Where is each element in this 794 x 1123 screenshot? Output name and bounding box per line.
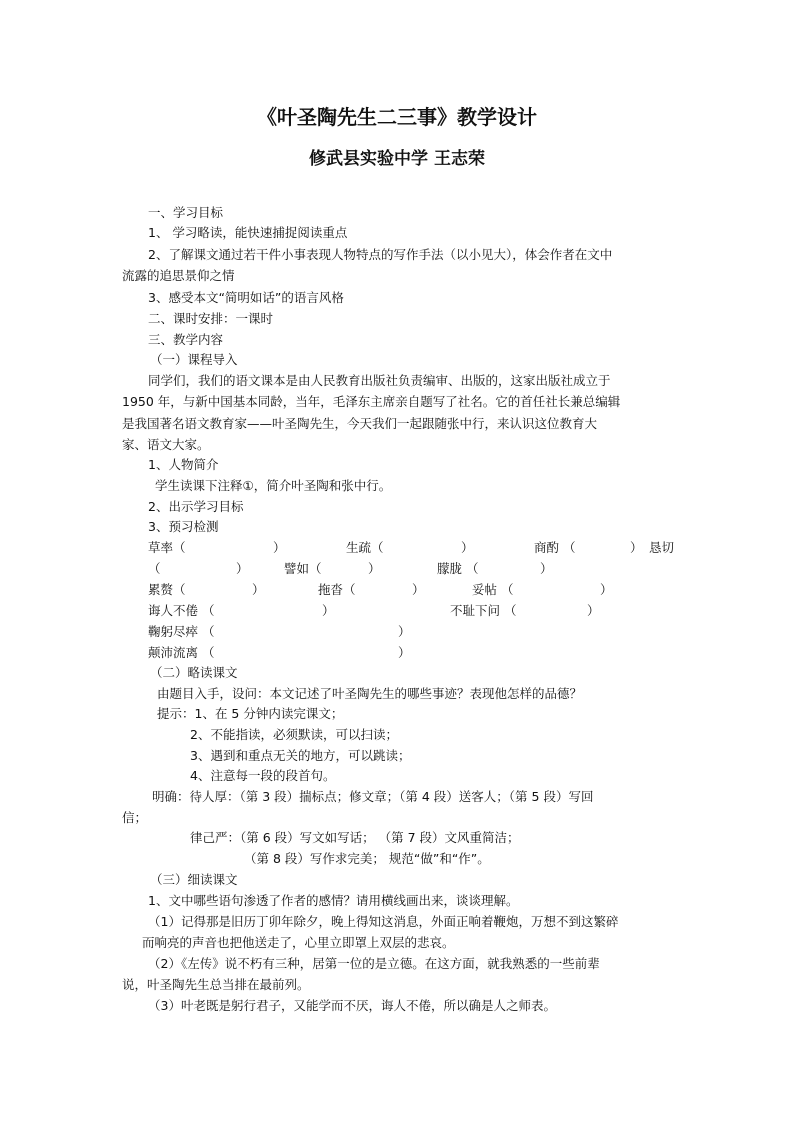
answer-line-2: 信；: [122, 810, 148, 825]
quote-2-line-2: 说，叶圣陶先生总当排在最前列。: [122, 977, 310, 992]
vocab-leizhui: 累赘（: [148, 582, 186, 597]
section-1-heading: 一、学习目标: [148, 205, 224, 220]
document-author: 修武县实验中学 王志荣: [309, 149, 485, 169]
bio-text: 学生读课下注释①，简介叶圣陶和张中行。: [155, 478, 392, 493]
quote-2-line-1: （2）《左传》说不朽有三种，居第一位的是立德。在这方面，就我熟悉的一些前辈: [148, 956, 600, 971]
vocab-jugongjincui: 鞠躬尽瘁 （: [148, 624, 215, 639]
quote-3: （3）叶老既是躬行君子，又能学而不厌，诲人不倦，所以确是人之师表。: [148, 998, 556, 1013]
part-2-heading: （二）略读课文: [150, 665, 238, 680]
part-3-question: 1、文中哪些语句渗透了作者的感情？请用横线画出来，谈谈理解。: [148, 893, 519, 908]
answer-line-3: 律己严：（第 6 段）写文如写话； （第 7 段）文风重简洁；: [190, 830, 520, 845]
section-3-heading: 三、教学内容: [148, 332, 224, 347]
goal-3: 3、感受本文“简明如话”的语言风格: [148, 290, 344, 305]
vocab-blank-close: ）: [630, 540, 643, 555]
show-goals: 2、出示学习目标: [148, 499, 244, 514]
vocab-blank-close: ）: [273, 540, 286, 555]
vocab-shengshu: 生疏（: [346, 540, 384, 555]
intro-line-2: 1950 年，与新中国基本同龄，当年，毛泽东主席亲自题写了社名。它的首任社长兼总编辑: [122, 394, 621, 409]
answer-line-4: （第 8 段）写作求完美； 规范“做”和“作”。: [244, 851, 490, 866]
vocab-blank-close: ）: [587, 603, 600, 618]
vocab-blank-open: （: [148, 561, 161, 576]
section-2-schedule: 二、课时安排：一课时: [148, 311, 274, 326]
quote-1-line-2: 而响亮的声音也把他送走了，心里立即罩上双层的悲哀。: [142, 935, 455, 950]
vocab-shangzhuo: 商酌 （: [534, 540, 576, 555]
quote-1-line-1: （1）记得那是旧历丁卯年除夕，晚上得知这消息，外面正响着鞭炮，万想不到这繁碎: [148, 914, 619, 929]
vocab-caoshuai: 草率（: [148, 540, 186, 555]
vocab-tuotie: 妥帖 （: [472, 582, 514, 597]
intro-line-3: 是我国著名语文教育家——叶圣陶先生，今天我们一起跟随张中行，来认识这位教育大: [122, 416, 598, 431]
goal-1: 1、 学习略读，能快速捕捉阅读重点: [148, 225, 348, 240]
part-3-heading: （三）细读课文: [150, 872, 238, 887]
vocab-blank-close: ）: [252, 582, 265, 597]
goal-2-line-2: 流露的追思景仰之情: [122, 268, 235, 283]
vocab-blank-close: ）: [368, 561, 381, 576]
vocab-blank-close: ）: [322, 603, 335, 618]
vocab-menglong: 朦胧 （: [437, 561, 479, 576]
vocab-tuota: 拖沓（: [318, 582, 356, 597]
answer-line-1: 明确：待人厚：（第 3 段）揣标点；修文章；（第 4 段）送客人；（第 5 段）写回: [152, 789, 594, 804]
tip-1: 提示：1、在 5 分钟内读完课文；: [157, 706, 344, 721]
vocab-blank-close: ）: [540, 561, 553, 576]
vocab-blank-close: ）: [236, 561, 249, 576]
vocab-blank-close: ）: [398, 624, 411, 639]
vocab-dianpeiliuli: 颠沛流离 （: [148, 645, 215, 660]
goal-2-line-1: 2、了解课文通过若干件小事表现人物特点的写作手法（以小见大），体会作者在文中: [148, 247, 613, 262]
bio-heading: 1、人物简介: [148, 457, 219, 472]
intro-line-4: 家、语文大家。: [122, 437, 210, 452]
tip-2: 2、不能指读，必须默读，可以扫读；: [190, 727, 398, 742]
vocab-piru: 譬如（: [284, 561, 322, 576]
vocab-blank-close: ）: [461, 540, 474, 555]
vocab-blank-close: ）: [398, 645, 411, 660]
document-title: 《叶圣陶先生二三事》教学设计: [257, 105, 537, 129]
tip-3: 3、遇到和重点无关的地方，可以跳读；: [190, 748, 411, 763]
vocab-blank-close: ）: [412, 582, 425, 597]
vocab-blank-close: ）: [600, 582, 613, 597]
tip-4: 4、注意每一段的段首句。: [190, 768, 336, 783]
part-1-heading: （一）课程导入: [150, 352, 238, 367]
part-2-question: 由题目入手，设问：本文记述了叶圣陶先生的哪些事迹？表现他怎样的品德？: [157, 686, 583, 701]
vocab-huirenbujuan: 诲人不倦 （: [148, 603, 215, 618]
preview-heading: 3、预习检测: [148, 519, 219, 534]
intro-line-1: 同学们，我们的语文课本是由人民教育出版社负责编审、出版的，这家出版社成立于: [148, 373, 611, 388]
vocab-kenqie: 恳切: [649, 540, 675, 555]
vocab-buchixiawen: 不耻下问 （: [450, 603, 517, 618]
